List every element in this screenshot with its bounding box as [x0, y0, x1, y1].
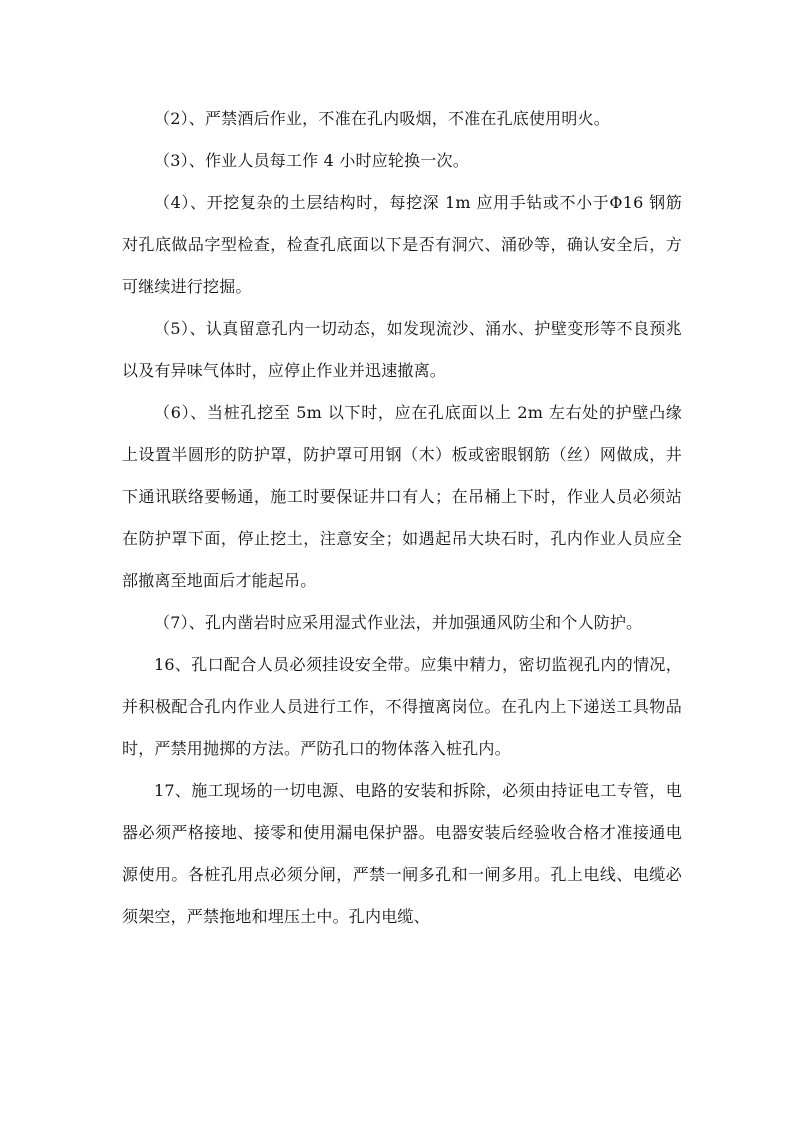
paragraph-item-4: （4）、开挖复杂的土层结构时，每挖深 1m 应用手钻或不小于Φ16 钢筋对孔底做品字型检查，检查孔底面以下是否有洞穴、涌砂等，确认安全后，方可继续进行挖掘。: [122, 193, 682, 296]
paragraph-item-2: （2）、严禁酒后作业，不准在孔内吸烟，不准在孔底使用明火。: [154, 109, 610, 128]
paragraph-section-16: 16、孔口配合人员必须挂设安全带。应集中精力，密切监视孔内的情况，并积极配合孔内作业人员进行工作，不得擅离岗位。在孔内上下递送工具物品时，严禁用抛掷的方法。严防孔口的物体落入桩孔内。: [122, 655, 682, 758]
paragraph-section-17: 17、施工现场的一切电源、电路的安装和拆除，必须由持证电工专管，电器必须严格接地、接零和使用漏电保护器。电器安装后经验收合格才准接通电源使用。各桩孔用点必须分闸，严禁一闸多孔和一闸多用。孔上电线、电缆必须架空，严禁拖地和埋压土中。孔内电缆、: [122, 781, 682, 926]
paragraph-item-7: （7）、孔内凿岩时应采用湿式作业法，并加强通风防尘和个人防护。: [154, 613, 643, 632]
paragraph-item-6: （6）、当桩孔挖至 5m 以下时，应在孔底面以上 2m 左右处的护壁凸缘上设置半圆形的防护罩，防护罩可用钢（木）板或密眼钢筋（丝）网做成，井下通讯联络要畅通，施工时要保证井口有人；在吊桶上下时，作业人员必须站在防护罩下面，停止挖土，注意安全；如遇起吊大块石时，孔内作业人员应全部撤离至地面后才能起吊。: [122, 403, 682, 590]
paragraph-item-5: （5）、认真留意孔内一切动态，如发现流沙、涌水、护壁变形等不良预兆以及有异味气体时，应停止作业并迅速撤离。: [122, 319, 682, 380]
paragraph-item-3: （3）、作业人员每工作 4 小时应轮换一次。: [154, 151, 469, 170]
document-body: [122, 98, 682, 938]
